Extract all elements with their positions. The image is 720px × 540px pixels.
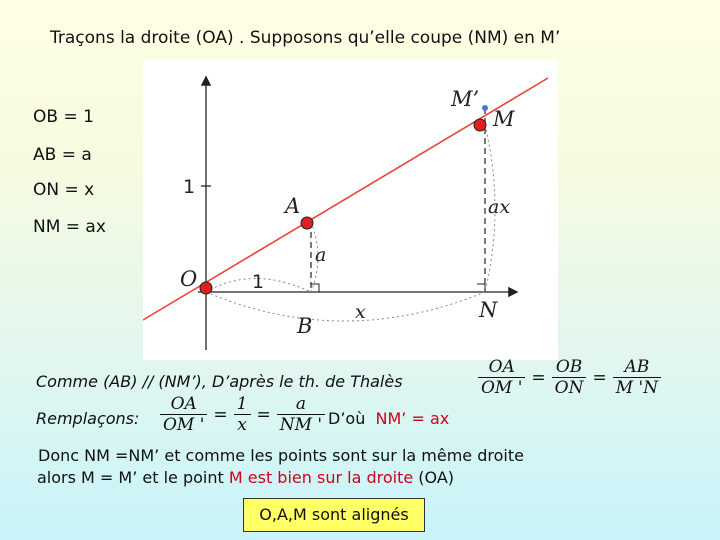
definition-ob: OB = 1	[33, 107, 94, 127]
label-a: A	[285, 194, 301, 218]
point-m	[474, 119, 486, 131]
point-a	[301, 217, 313, 229]
sub-ratio-one-x: $\frac{1}{x}$	[234, 394, 251, 435]
sub-ratio-a-nm: $\frac{a}{NM '}$	[277, 394, 325, 435]
label-ax: ax	[488, 196, 511, 218]
thales-intro: Comme (AB) // (NM’), D’après le th. de Thalès	[36, 372, 403, 391]
geometry-figure	[143, 60, 558, 360]
substitution-label: Remplaçons:	[36, 409, 140, 428]
result-value: NM’ = ax	[375, 409, 450, 428]
final-conclusion-box: O,A,M sont alignés	[243, 498, 425, 532]
definition-ab: AB = a	[33, 145, 92, 165]
ratio-oa-om: $\frac{OA}{OM '}$	[478, 357, 525, 398]
point-o	[200, 282, 212, 294]
label-x: x	[355, 301, 366, 323]
sub-ratio-oa-om: $\frac{OA}{OM '}$	[160, 394, 207, 435]
label-axis-one: 1	[183, 176, 196, 198]
definition-nm: NM = ax	[33, 217, 106, 237]
thales-equation: $\frac{OA}{OM '}$ = $\frac{OB}{ON}$ = $\frac{AB}{M 'N}$	[478, 357, 661, 398]
substitution-equation: $\frac{OA}{OM '}$ = $\frac{1}{x}$ = $\frac{a}{NM '}$	[160, 394, 325, 435]
conclusion-highlight: M est bien sur la droite	[228, 468, 414, 487]
label-b: B	[297, 314, 313, 338]
point-m-prime	[482, 105, 488, 111]
conclusion-line-2	[37, 468, 454, 487]
ratio-ob-on: $\frac{OB}{ON}$	[552, 357, 587, 398]
label-m-prime: M’	[451, 87, 480, 111]
conclusion-end: (OA)	[418, 468, 455, 487]
definition-on: ON = x	[33, 180, 95, 200]
substitution-result	[328, 409, 449, 428]
conclusion-start: alors M = M’ et le point	[37, 468, 224, 487]
result-prefix: D’où	[328, 409, 366, 428]
label-m: M	[493, 107, 515, 131]
label-n: N	[479, 298, 498, 322]
label-segment-one: 1	[252, 271, 265, 293]
substitution-row	[36, 394, 676, 444]
ratio-ab-mn: $\frac{AB}{M 'N}$	[613, 357, 661, 398]
slide-title: Traçons la droite (OA) . Supposons qu’elle coupe (NM) en M’	[50, 28, 561, 48]
conclusion-line-1: Donc NM =NM’ et comme les points sont sur la même droite	[38, 446, 524, 465]
label-o: O	[180, 267, 198, 291]
label-a-length: a	[315, 244, 327, 266]
